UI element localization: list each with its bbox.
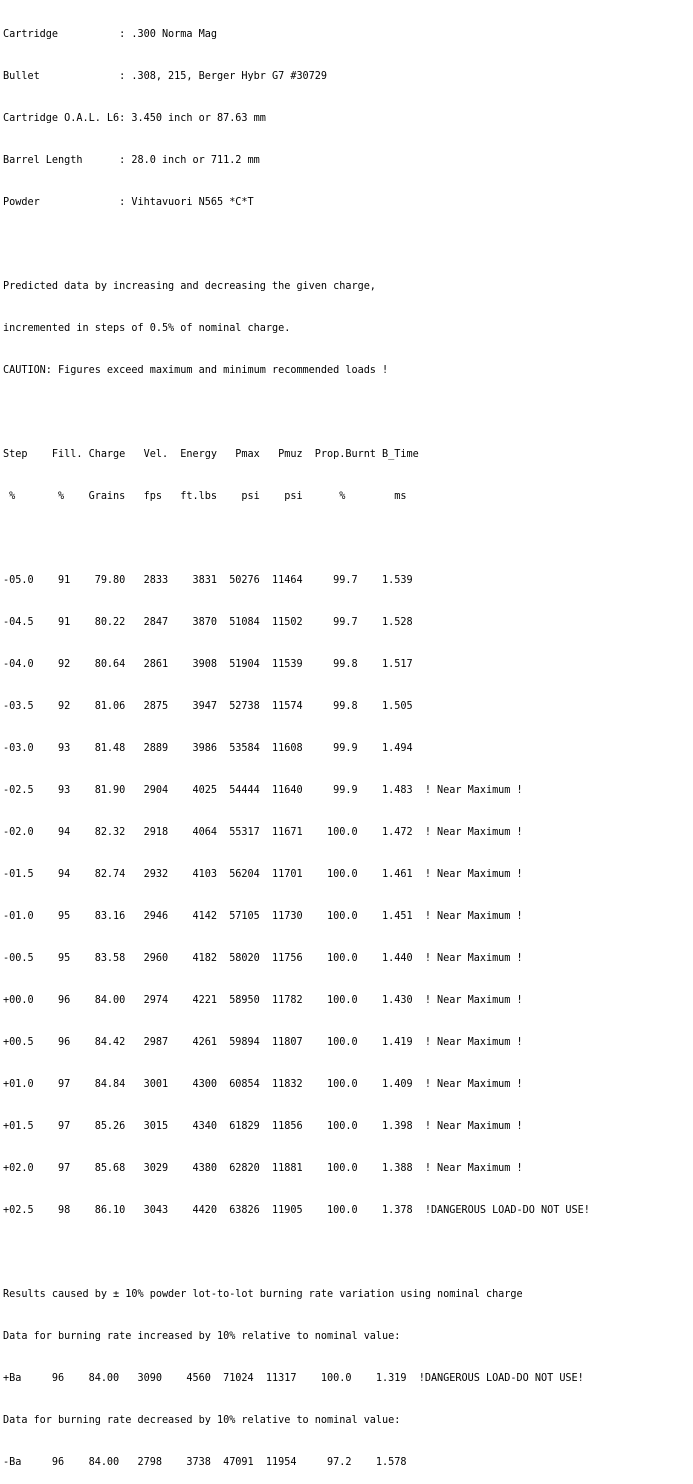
table-row: -04.0 92 80.64 2861 3908 51904 11539 99.8 1.517 [3,659,413,670]
caution-line: CAUTION: Figures exceed maximum and minimum recommended loads ! [3,365,389,376]
table-row: +01.5 97 85.26 3015 4340 61829 11856 100.0 1.398 ! Near Maximum ! [3,1121,523,1132]
spacer [3,406,691,420]
table-row: +02.5 98 86.10 3043 4420 63826 11905 100.0 1.378 !DANGEROUS LOAD-DO NOT USE! [3,1205,590,1216]
table-row: -01.5 94 82.74 2932 4103 56204 11701 100.0 1.461 ! Near Maximum ! [3,869,523,880]
bullet-line: Bullet : .308, 215, Berger Hybr G7 #30729 [3,71,328,82]
burn-rate-increase-row: +Ba 96 84.00 3090 4560 71024 11317 100.0 1.319 !DANGEROUS LOAD-DO NOT USE! [3,1373,584,1384]
spacer [3,532,691,546]
spacer [3,238,691,252]
spacer [3,1246,691,1260]
intro-line: Predicted data by increasing and decreasing the given charge, [3,281,376,292]
burn-rate-decrease-row: -Ba 96 84.00 2798 3738 47091 11954 97.2 1.578 [3,1457,407,1468]
table-row: -00.5 95 83.58 2960 4182 58020 11756 100.0 1.440 ! Near Maximum ! [3,953,523,964]
table-header-line: Step Fill. Charge Vel. Energy Pmax Pmuz Prop.Burnt B_Time [3,449,419,460]
table-row: -03.0 93 81.48 2889 3986 53584 11608 99.9 1.494 [3,743,413,754]
barrel-length-line: Barrel Length : 28.0 inch or 711.2 mm [3,155,260,166]
table-row: +01.0 97 84.84 3001 4300 60854 11832 100.0 1.409 ! Near Maximum ! [3,1079,523,1090]
table-row: +00.0 96 84.00 2974 4221 58950 11782 100.0 1.430 ! Near Maximum ! [3,995,523,1006]
intro-line: incremented in steps of 0.5% of nominal charge. [3,323,291,334]
powder-line: Powder : Vihtavuori N565 *C*T [3,197,254,208]
table-units-line: % % Grains fps ft.lbs psi psi % ms [3,491,407,502]
oal-line: Cartridge O.A.L. L6: 3.450 inch or 87.63 mm [3,113,266,124]
table-row: -03.5 92 81.06 2875 3947 52738 11574 99.8 1.505 [3,701,413,712]
burn-rate-increase-label: Data for burning rate increased by 10% relative to nominal value: [3,1331,401,1342]
table-row: -01.0 95 83.16 2946 4142 57105 11730 100.0 1.451 ! Near Maximum ! [3,911,523,922]
table-row: -05.0 91 79.80 2833 3831 50276 11464 99.7 1.539 [3,575,413,586]
burn-rate-decrease-label: Data for burning rate decreased by 10% relative to nominal value: [3,1415,401,1426]
table-row: +02.0 97 85.68 3029 4380 62820 11881 100.0 1.388 ! Near Maximum ! [3,1163,523,1174]
cartridge-line: Cartridge : .300 Norma Mag [3,29,217,40]
table-row: -02.5 93 81.90 2904 4025 54444 11640 99.9 1.483 ! Near Maximum ! [3,785,523,796]
ballistics-report [3,0,691,1484]
table-row: -04.5 91 80.22 2847 3870 51084 11502 99.7 1.528 [3,617,413,628]
results-title-line: Results caused by ± 10% powder lot-to-lot burning rate variation using nominal charge [3,1289,523,1300]
table-row: -02.0 94 82.32 2918 4064 55317 11671 100.0 1.472 ! Near Maximum ! [3,827,523,838]
table-row: +00.5 96 84.42 2987 4261 59894 11807 100.0 1.419 ! Near Maximum ! [3,1037,523,1048]
